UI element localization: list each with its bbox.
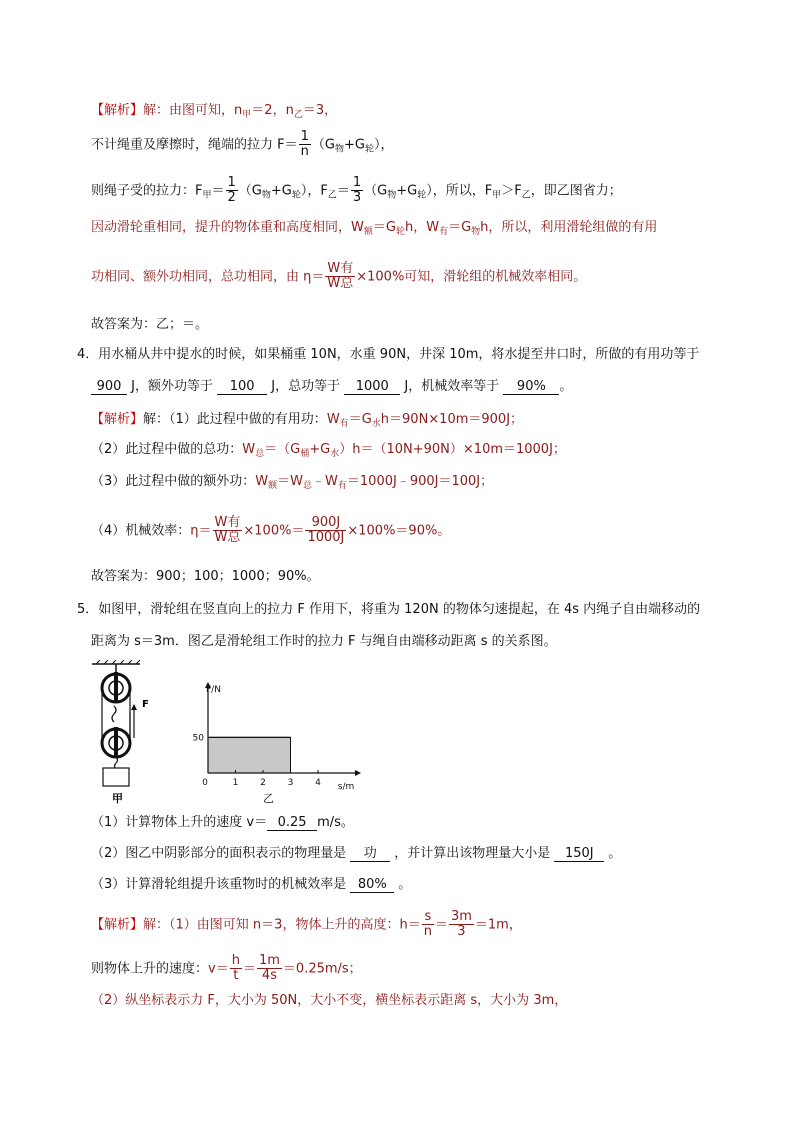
- q5-stem-line2: 距离为 s＝3m．图乙是滑轮组工作时的拉力 F 与绳自由端移动距离 s 的关系图。: [91, 634, 557, 649]
- figure-yi-label: 乙: [263, 792, 274, 805]
- q5-part1: （1）计算物体上升的速度 v＝ 0.25 m/s。: [91, 815, 354, 830]
- fraction: $\frac{s}{n}$: [423, 909, 432, 940]
- q3-analysis-line2: 不计绳重及摩擦时，绳端的拉力 F＝ $\frac{1}{n}$ $(G_物+G_轮)$，: [91, 129, 394, 160]
- force-arrow: [131, 699, 149, 738]
- x-tick-label: 3: [287, 778, 294, 788]
- answer-blank: 900: [91, 379, 127, 395]
- answer-blank: 80%: [350, 877, 394, 893]
- load-block: [103, 757, 129, 786]
- x-tick-label: 1: [232, 778, 239, 788]
- q4-stem-line2: 900 J，额外功等于 100 J，总功等于 1000 J，机械效率等于 90% 。: [91, 378, 572, 396]
- fraction: $\frac{1}{3}$: [352, 175, 362, 206]
- fraction: $\frac{\text{W有}}{\text{W总}}$: [214, 515, 241, 546]
- q5-analysis-line1: 【解析】解：（1）由图可知 n＝3，物体上升的高度：h＝ $\frac{s}{n}$ ＝ $\frac{3m}{3}$ ＝1m，: [91, 909, 522, 940]
- q5-part2: （2）图乙中阴影部分的面积表示的物理量是 功 ，并计算出该物理量大小是 150J 。: [91, 846, 622, 861]
- fraction: $\frac{900J}{1000J}$: [307, 515, 345, 546]
- q3-answer: 故答案为：乙；＝。: [91, 317, 209, 332]
- x-tick-label: 2: [260, 778, 266, 788]
- q5-analysis-line3: （2）纵坐标表示力 F，大小为 50N，大小不变，横坐标表示距离 s，大小为 3m，: [91, 993, 568, 1008]
- q4-analysis-line3: （3）此过程中做的额外功：$W_额=W_总﹣W_有=1000J﹣900J=100J$；: [91, 474, 494, 491]
- x-axis-label: s/m: [337, 782, 355, 792]
- q4-analysis-line2: （2）此过程中做的总功：$W_总=(G_桶+G_水)h=(10N+90N)\times 10m=1000J$；: [91, 442, 566, 459]
- q4-analysis-line1: 【解析】解：（1）此过程中做的有用功：$W_有=G_水h=90N\times 10m=900J$；: [91, 412, 524, 429]
- answer-blank: 功: [350, 846, 390, 862]
- fraction: $\frac{h}{t}$: [231, 953, 240, 984]
- q5-stem-line1: 5．如图甲，滑轮组在竖直向上的拉力 F 作用下，将重为 120N 的物体匀速提起，在 4s 内绳子自由端移动的: [77, 602, 701, 617]
- x-axis-arrow: [355, 770, 361, 776]
- answer-blank: 90%: [503, 379, 559, 395]
- shaded-work-area: [208, 737, 291, 773]
- x-tick-label: 4: [315, 778, 321, 788]
- y-tick-label: 50: [192, 733, 204, 744]
- q5-analysis-line2: 则物体上升的速度：v＝ $\frac{h}{t}$ ＝ $\frac{1m}{4s}$ ＝0.25m/s；: [91, 953, 362, 984]
- answer-blank: 150J: [554, 846, 604, 862]
- figure-jia-label: 甲: [112, 792, 123, 805]
- fraction: $\frac{1}{n}$: [300, 129, 309, 160]
- answer-blank: 100: [217, 379, 267, 395]
- q3-analysis-line5: 功相同、额外功相同，总功相同，由 η＝ $\frac{\text{W有}}{\text{W总}}$ ×100%可知，滑轮组的机械效率相同。: [91, 261, 587, 292]
- q3-analysis-line3: 则绳子受的拉力：$F_甲=$ $\frac{1}{2}$ $(G_物+G_轮)$，$F_乙=$ $\frac{1}{3}$ $(G_物+G_轮)$，所以，$F_甲>F_乙$，即乙图省力；: [91, 175, 622, 206]
- movable-pulley: [102, 727, 130, 757]
- q4-analysis-line4: （4）机械效率：η＝ $\frac{\text{W有}}{\text{W总}}$ ×100%＝ $\frac{900J}{1000J}$ ×100%＝90%。: [91, 515, 451, 546]
- q3-analysis-line1: 【解析】解：由图可知，$n_甲=2$，$n_乙=3$，: [91, 103, 338, 120]
- answer-blank: 1000: [344, 379, 400, 395]
- force-label: F: [142, 699, 149, 710]
- ceiling-mount: [92, 660, 140, 674]
- q3-analysis-line4: 因动滑轮重相同，提升的物体重和高度相同，$W_额=G_轮h$，$W_有=G_物h$，所以，利用滑轮组做的有用: [91, 220, 658, 237]
- force-distance-chart: [190, 680, 365, 805]
- q5-part3: （3）计算滑轮组提升该重物时的机械效率是 80% 。: [91, 877, 412, 892]
- analysis-tag: 【解析】: [91, 412, 144, 427]
- q4-answer: 故答案为：900；100；1000；90%。: [91, 569, 320, 584]
- fraction: $\frac{1m}{4s}$: [258, 953, 280, 984]
- x-tick-label: 0: [202, 778, 208, 788]
- analysis-tag: 【解析】: [91, 103, 144, 118]
- answer-blank: 0.25: [267, 815, 317, 831]
- fraction: $\frac{1}{2}$: [227, 175, 236, 206]
- fraction: $\frac{\text{W有}}{\text{W总}}$: [327, 261, 354, 292]
- fraction: $\frac{3m}{3}$: [450, 909, 472, 940]
- y-axis-label: F/N: [206, 685, 221, 695]
- q4-stem-line1: 4．用水桶从井中提水的时候，如果桶重 10N，水重 90N，井深 10m，将水提至井口时，所做的有用功等于: [77, 347, 700, 362]
- pulley-figure: [88, 660, 168, 805]
- analysis-tag: 【解析】: [91, 917, 144, 933]
- fixed-pulley: [102, 672, 130, 702]
